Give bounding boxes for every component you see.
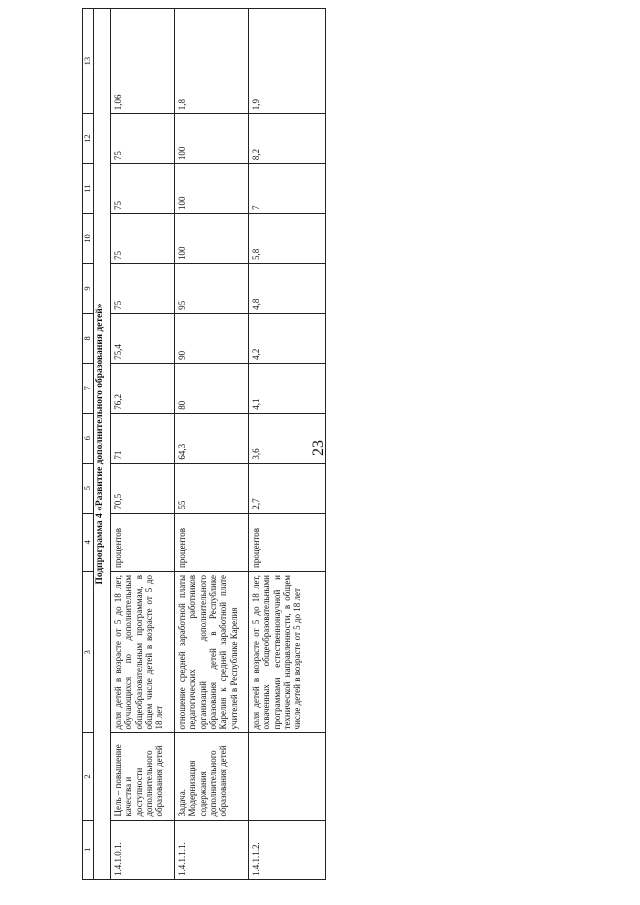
row-value: 75 xyxy=(111,214,175,264)
row-code: 1.4.1.0.1. xyxy=(111,820,175,879)
row-value: 5,8 xyxy=(249,214,326,264)
row-value: 1,06 xyxy=(111,9,175,114)
row-value: 71 xyxy=(111,413,175,463)
row-value: 2,7 xyxy=(249,463,326,513)
col-number: 10 xyxy=(83,214,94,264)
row-value: 3,6 xyxy=(249,413,326,463)
row-goal xyxy=(249,733,326,820)
col-number: 5 xyxy=(83,463,94,513)
col-number: 7 xyxy=(83,363,94,413)
col-number: 6 xyxy=(83,413,94,463)
row-value: 64,3 xyxy=(175,413,249,463)
row-unit: процентов xyxy=(111,513,175,571)
row-indicator: отношение средней заработной платы педагогических работников организаций дополнительного образования детей в Республике Карелия к средней заработной плате учителей в Республике Карелия xyxy=(175,571,249,732)
row-value: 4,1 xyxy=(249,363,326,413)
row-goal: Цель – повышение качества и доступности дополнительного образования детей xyxy=(111,733,175,820)
row-value: 75 xyxy=(111,114,175,164)
col-number: 4 xyxy=(83,513,94,571)
col-number: 13 xyxy=(83,9,94,114)
row-goal: Задача. Модернизация содержания дополнительного образования детей xyxy=(175,733,249,820)
indicators-table xyxy=(82,8,326,880)
row-value: 75 xyxy=(111,164,175,214)
page-number: 23 xyxy=(310,440,327,456)
subprogram-heading-row xyxy=(94,9,111,880)
col-number: 2 xyxy=(83,733,94,820)
row-value: 76,2 xyxy=(111,363,175,413)
row-value: 4,2 xyxy=(249,313,326,363)
rotated-table-wrapper xyxy=(82,8,326,880)
row-value: 70,5 xyxy=(111,463,175,513)
row-value: 75,4 xyxy=(111,313,175,363)
row-value: 100 xyxy=(175,114,249,164)
row-code: 1.4.1.1.1. xyxy=(175,820,249,879)
row-code: 1.4.1.1.2. xyxy=(249,820,326,879)
subprogram-title: Подпрограмма 4 «Развитие дополнительного образования детей» xyxy=(94,9,111,880)
row-value: 1,8 xyxy=(175,9,249,114)
col-number: 12 xyxy=(83,114,94,164)
row-value: 8,2 xyxy=(249,114,326,164)
col-number: 3 xyxy=(83,571,94,732)
table-row xyxy=(249,9,326,880)
row-value: 75 xyxy=(111,263,175,313)
row-value: 1,9 xyxy=(249,9,326,114)
row-value: 95 xyxy=(175,263,249,313)
table-row xyxy=(111,9,175,880)
row-unit: процентов xyxy=(249,513,326,571)
col-number: 1 xyxy=(83,820,94,879)
row-value: 100 xyxy=(175,214,249,264)
col-number: 9 xyxy=(83,263,94,313)
row-unit: процентов xyxy=(175,513,249,571)
column-number-row xyxy=(83,9,94,880)
row-value: 4,8 xyxy=(249,263,326,313)
col-number: 11 xyxy=(83,164,94,214)
row-indicator: доля детей в возрасте от 5 до 18 лет, обучающихся по дополнительным общеобразовательным программам, в общем числе детей в возрасте от 5 до 18 лет xyxy=(111,571,175,732)
row-value: 100 xyxy=(175,164,249,214)
row-value: 7 xyxy=(249,164,326,214)
row-indicator: доля детей в возрасте от 5 до 18 лет, охваченных общеобразовательными программами естественнонаучной и технической направленности, в общем числе детей в возрасте от 5 до 18 лет xyxy=(249,571,326,732)
table-row xyxy=(175,9,249,880)
row-value: 80 xyxy=(175,363,249,413)
row-value: 55 xyxy=(175,463,249,513)
row-value: 90 xyxy=(175,313,249,363)
col-number: 8 xyxy=(83,313,94,363)
